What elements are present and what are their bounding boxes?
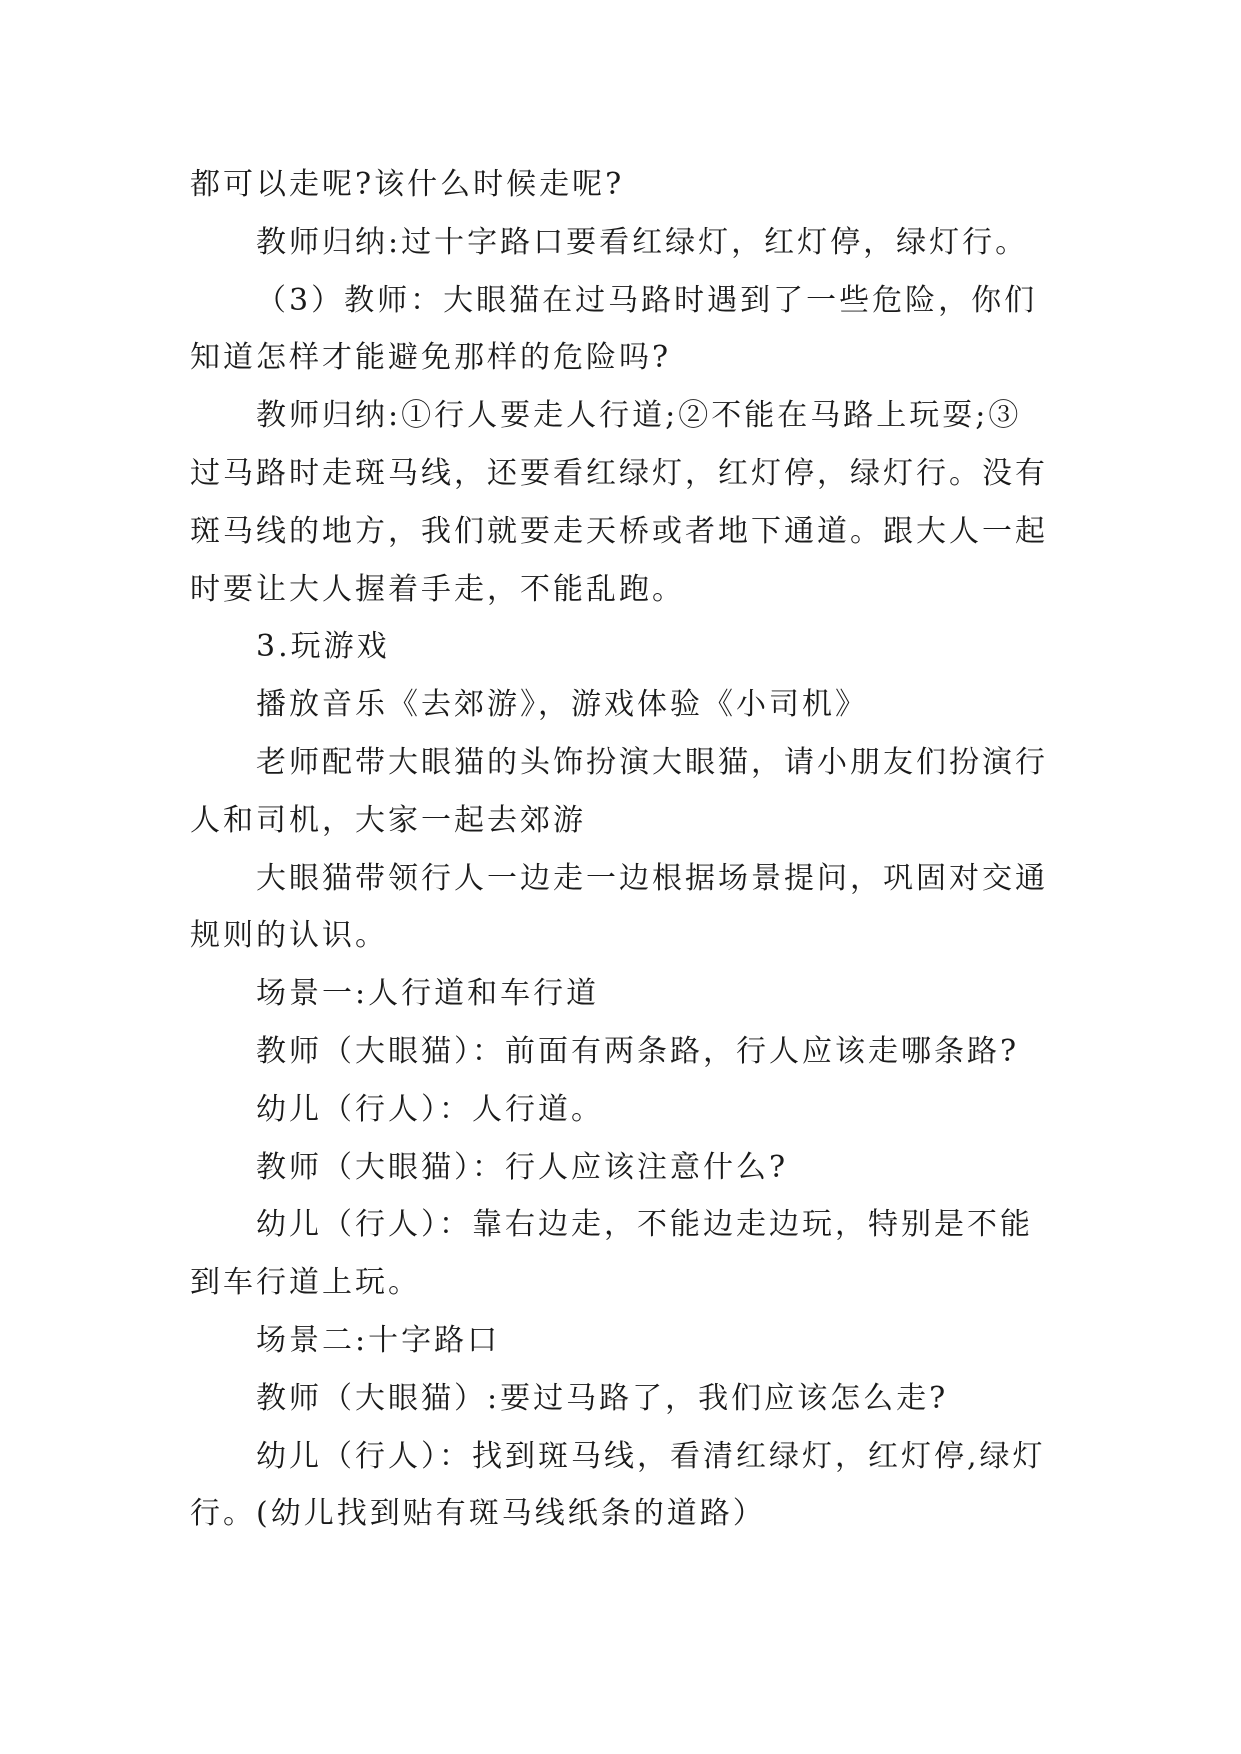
text-line: 时要让大人握着手走，不能乱跑。 (190, 571, 685, 607)
scene-heading: 场景一:人行道和车行道 (256, 976, 600, 1012)
text-line: 规则的认识。 (190, 918, 388, 954)
dialogue-line: 教师（大眼猫）:要过马路了，我们应该怎么走? (256, 1380, 949, 1416)
text-line: 教师归纳:①行人要走人行道;②不能在马路上玩耍;③ (256, 398, 1022, 434)
dialogue-line: 教师（大眼猫）：行人应该注意什么? (256, 1149, 789, 1185)
text-line: 老师配带大眼猫的头饰扮演大眼猫，请小朋友们扮演行 (256, 744, 1048, 780)
text-line: 人和司机，大家一起去郊游 (190, 802, 586, 838)
scene-heading: 场景二:十字路口 (256, 1322, 501, 1358)
dialogue-line: 幼儿（行人）：人行道。 (256, 1091, 604, 1127)
section-heading: 3.玩游戏 (256, 629, 390, 665)
dialogue-line: 幼儿（行人）：找到斑马线，看清红绿灯，红灯停,绿灯 (256, 1438, 1046, 1474)
text-line: 教师归纳:过十字路口要看红绿灯，红灯停，绿灯行。 (256, 224, 1029, 260)
text-line: 斑马线的地方，我们就要走天桥或者地下通道。跟大人一起 (190, 513, 1048, 549)
dialogue-line: 幼儿（行人）：靠右边走，不能边走边玩，特别是不能 (256, 1207, 1033, 1243)
text-line: 播放音乐《去郊游》，游戏体验《小司机》 (256, 687, 868, 723)
document-body (190, 156, 1052, 1543)
text-line: 都可以走呢?该什么时候走呢? (190, 167, 625, 202)
text-line: 知道怎样才能避免那样的危险吗? (190, 340, 672, 376)
text-line: 大眼猫带领行人一边走一边根据场景提问，巩固对交通 (256, 860, 1048, 896)
text-line: 到车行道上玩。 (190, 1265, 421, 1301)
text-line: （3）教师：大眼猫在过马路时遇到了一些危险，你们 (256, 282, 1038, 318)
text-line: 过马路时走斑马线，还要看红绿灯，红灯停，绿灯行。没有 (190, 455, 1048, 491)
text-line: 行。(幼儿找到贴有斑马线纸条的道路） (190, 1496, 766, 1532)
dialogue-line: 教师（大眼猫）：前面有两条路，行人应该走哪条路? (256, 1033, 1020, 1069)
